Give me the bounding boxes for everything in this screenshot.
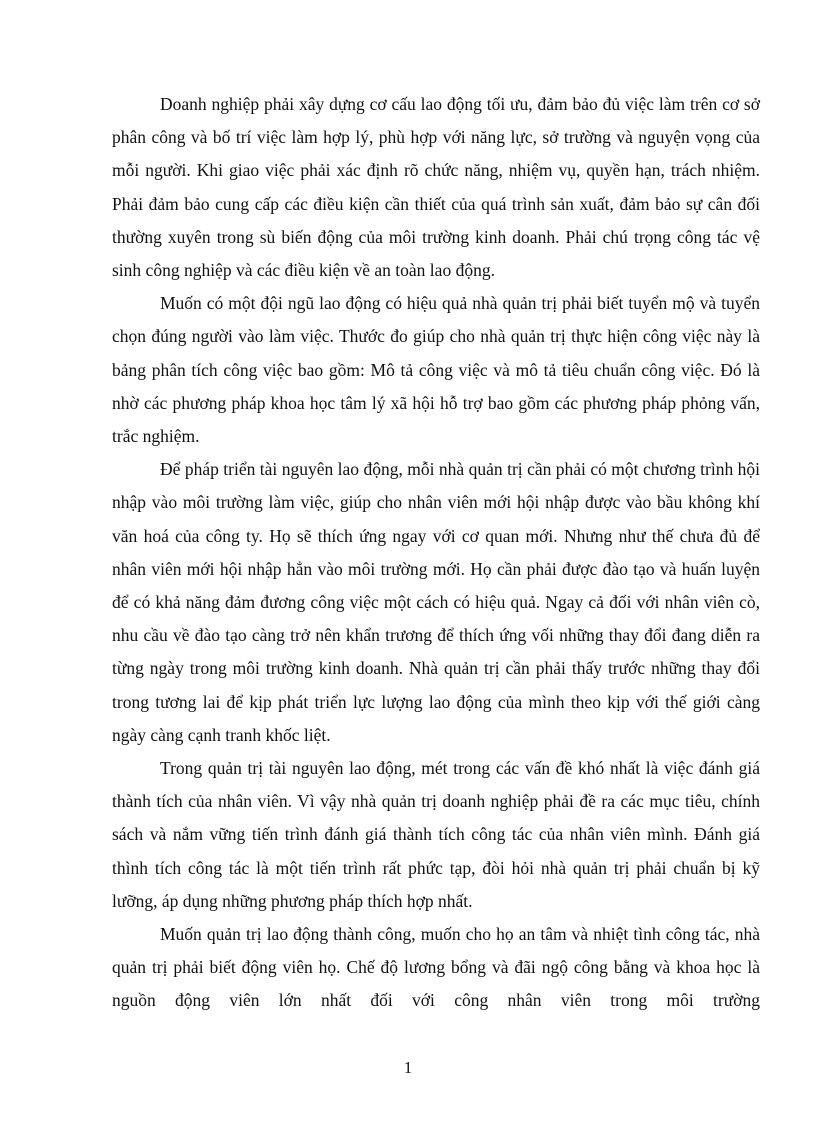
page-number: 1 — [403, 1058, 413, 1077]
paragraph: Doanh nghiệp phải xây dựng cơ cấu lao động tối ưu, đảm bảo đủ việc làm trên cơ sở phân công và bố trí việc làm hợp lý, phù hợp với năng lực, sở trường và nguyện vọng của mỗi người. Khi giao việc phải xác định rõ chức năng, nhiệm vụ, quyền hạn, trách nhiệm. Phải đảm bảo cung cấp các điều kiện cần thiết của quá trình sản xuất, đảm bảo sự cân đối thường xuyên trong sù biến động của môi trường kinh doanh. Phải chú trọng công tác vệ sinh công nghiệp và các điều kiện về an toàn lao động. — [112, 94, 760, 281]
paragraph: Trong quản trị tài nguyên lao động, mét trong các vấn đề khó nhất là việc đánh giá thành tích của nhân viên. Vì vậy nhà quản trị doanh nghiệp phải đề ra các mục tiêu, chính sách và nắm vững tiến trình đánh giá thành tích công tác của nhân viên mình. Đánh giá thình tích công tác là một tiến trình rất phức tạp, đòi hỏi nhà quản trị phải chuẩn bị kỹ lưỡng, áp dụng những phương pháp thích hợp nhất. — [112, 758, 760, 911]
paragraph: Muốn quản trị lao động thành công, muốn cho họ an tâm và nhiệt tình công tác, nhà quản trị phải biết động viên họ. Chế độ lương bổng và đãi ngộ công bằng và khoa học là nguồn động viên lớn nhất đối với công nhân viên trong môi trường — [112, 924, 760, 1011]
paragraph: Để pháp triển tài nguyên lao động, mỗi nhà quản trị cần phải có một chương trình hội nhập vào môi trường làm việc, giúp cho nhân viên mới hội nhập được vào bầu không khí văn hoá của công ty. Họ sẽ thích ứng ngay với cơ quan mới. Nhưng như thế chưa đủ để nhân viên mới hội nhập hẳn vào môi trường mới. Họ cần phải được đào tạo và huấn luyện để có khả năng đảm đương công việc một cách có hiệu quả. Ngay cả đối với nhân viên cò, nhu cầu về đào tạo càng trở nên khẩn trương để thích ứng vối những thay đổi đang diễn ra từng ngày trong môi trường kinh doanh. Nhà quản trị cần phải thấy trước những thay đổi trong tương lai để kịp phát triển lực lượng lao động của mình theo kịp với thế giới càng ngày càng cạnh tranh khốc liệt. — [112, 459, 760, 745]
document-body — [112, 88, 760, 1018]
paragraph: Muốn có một đội ngũ lao động có hiệu quả nhà quản trị phải biết tuyển mộ và tuyển chọn đúng người vào làm việc. Thước đo giúp cho nhà quản trị thực hiện công việc này là bảng phân tích công việc bao gồm: Mô tả công việc và mô tả tiêu chuẩn công việc. Đó là nhờ các phương pháp khoa học tâm lý xã hội hỗ trợ bao gồm các phương pháp phỏng vấn, trắc nghiệm. — [112, 293, 760, 447]
